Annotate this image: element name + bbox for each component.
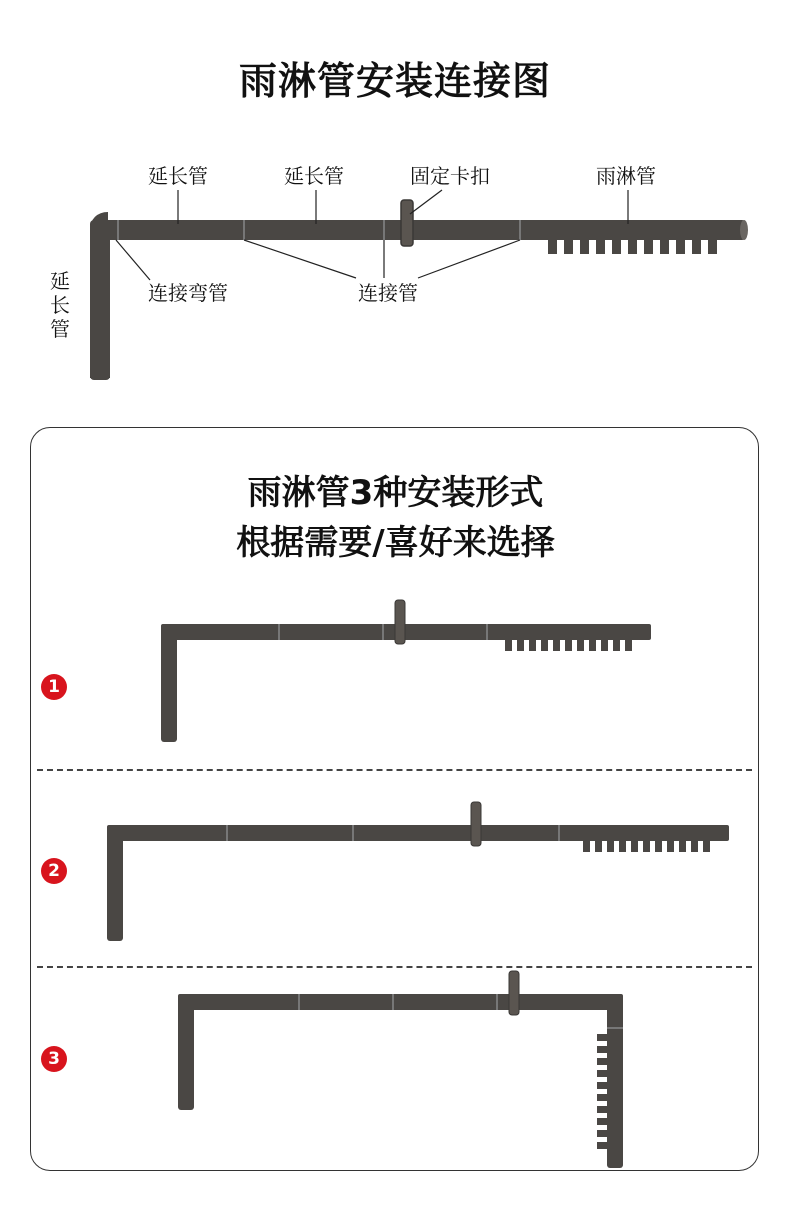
nozzle xyxy=(597,1130,607,1137)
label-elbow-pipe: 连接弯管 xyxy=(148,281,228,305)
installation-options-card xyxy=(30,427,759,1171)
pipe-end-cap xyxy=(740,220,748,240)
leader-line xyxy=(244,240,356,278)
nozzle xyxy=(597,1118,607,1125)
option-3-diagram xyxy=(31,428,760,1172)
nozzle xyxy=(597,1070,607,1077)
label-rain-pipe: 雨淋管 xyxy=(596,164,656,188)
option-3-left-vertical-pipe xyxy=(178,994,194,1110)
nozzle xyxy=(597,1046,607,1053)
nozzle xyxy=(597,1082,607,1089)
nozzle xyxy=(580,240,589,254)
options-subtitle: 根据需要/喜好来选择 xyxy=(236,523,555,563)
leader-line xyxy=(418,240,520,278)
nozzle xyxy=(644,240,653,254)
option-2-badge: 2 xyxy=(41,858,67,884)
option-3-horizontal-pipe xyxy=(178,994,623,1010)
nozzle xyxy=(676,240,685,254)
label-connector-pipe: 连接管 xyxy=(358,281,418,305)
nozzle xyxy=(660,240,669,254)
leader-line xyxy=(410,190,442,214)
nozzle xyxy=(628,240,637,254)
label-extension-pipe-1: 延长管 xyxy=(148,164,208,188)
options-title: 雨淋管3种安装形式 xyxy=(247,473,544,513)
connection-diagram xyxy=(0,0,790,400)
nozzle xyxy=(597,1058,607,1065)
option-3-nozzles xyxy=(597,1034,607,1149)
label-vertical-extension xyxy=(50,269,70,341)
option-1-badge: 1 xyxy=(41,674,67,700)
horizontal-pipe xyxy=(98,220,744,240)
nozzle xyxy=(596,240,605,254)
nozzle xyxy=(692,240,701,254)
nozzle xyxy=(612,240,621,254)
nozzle xyxy=(708,240,717,254)
nozzle xyxy=(597,1142,607,1149)
nozzle xyxy=(564,240,573,254)
page-title: 雨淋管安装连接图 xyxy=(238,59,551,103)
option-3-clip xyxy=(509,971,519,1015)
label-vertical-char-2: 长 xyxy=(50,293,70,317)
option-3-badge: 3 xyxy=(41,1046,67,1072)
option-3-right-vertical-pipe xyxy=(607,994,623,1168)
leader-line xyxy=(116,240,150,280)
label-vertical-char-1: 延 xyxy=(50,269,70,293)
fixed-clip xyxy=(401,200,413,246)
nozzle xyxy=(597,1094,607,1101)
nozzle-row xyxy=(548,240,717,254)
label-extension-pipe-2: 延长管 xyxy=(284,164,344,188)
nozzle xyxy=(548,240,557,254)
label-vertical-char-3: 管 xyxy=(50,317,70,341)
nozzle xyxy=(597,1034,607,1041)
elbow-corner xyxy=(90,220,110,380)
nozzle xyxy=(597,1106,607,1113)
label-fixed-clip: 固定卡扣 xyxy=(410,164,490,188)
